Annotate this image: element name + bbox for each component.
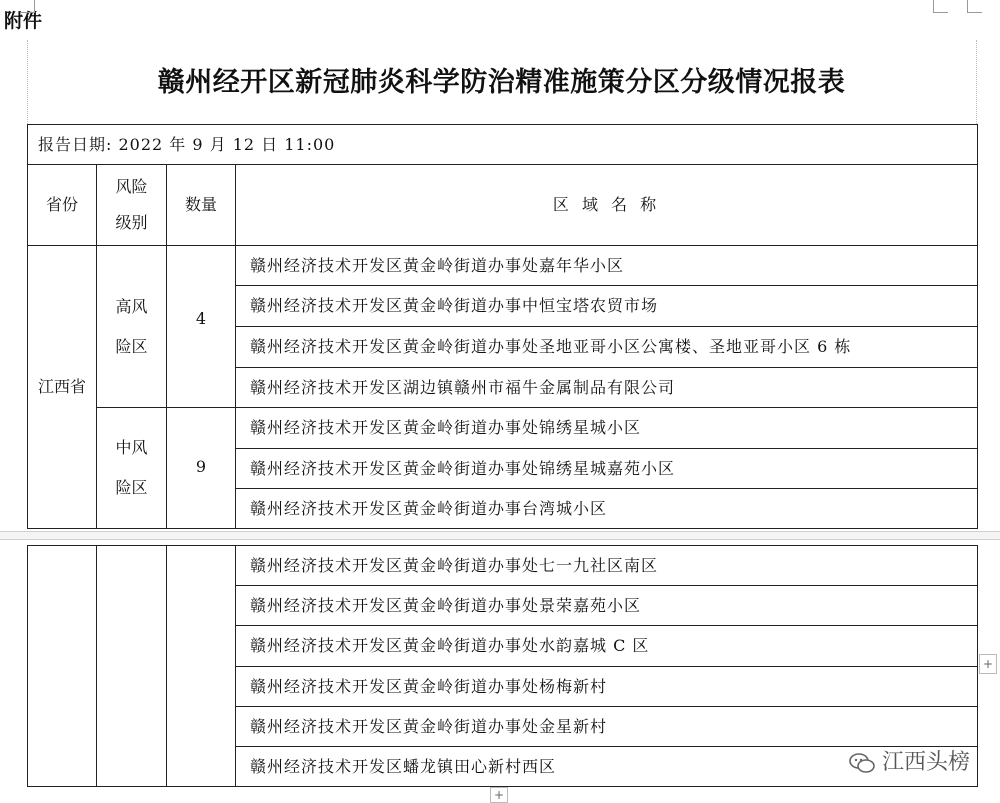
report-date: 报告日期: 2022 年 9 月 12 日 11:00 (28, 125, 978, 165)
header-count: 数量 (167, 165, 236, 246)
header-risk-level-line2: 级别 (115, 213, 148, 232)
page-break (0, 532, 1000, 539)
area-name: 赣州经济技术开发区黄金岭街道办事中恒宝塔农贸市场 (236, 286, 978, 327)
page-margin-guide (976, 40, 977, 124)
attachment-label: 附件 (4, 10, 43, 32)
province-cell: 江西省 (28, 246, 97, 529)
page-corner-mark (20, 0, 35, 13)
area-name: 赣州经济技术开发区黄金岭街道办事处锦绣星城嘉苑小区 (236, 449, 978, 489)
risk-area-table-continued (27, 545, 978, 787)
risk-level-medium-line1: 中风 (115, 438, 148, 457)
risk-level-medium (97, 408, 167, 529)
page-corner-mark (933, 0, 948, 13)
area-name: 赣州经济技术开发区黄金岭街道办事处圣地亚哥小区公寓楼、圣地亚哥小区 6 栋 (236, 327, 978, 368)
area-name: 赣州经济技术开发区黄金岭街道办事处嘉年华小区 (236, 246, 978, 286)
risk-level-high-line2: 险区 (115, 336, 148, 356)
count-high: 4 (167, 246, 236, 408)
risk-level-medium-line2: 险区 (115, 478, 148, 497)
add-row-button[interactable]: + (490, 787, 508, 803)
page-break-line (0, 531, 1000, 532)
area-name: 赣州经济技术开发区黄金岭街道办事处金星新村 (236, 707, 978, 747)
document-title: 赣州经开区新冠肺炎科学防治精准施策分区分级情况报表 (157, 67, 846, 98)
count-medium: 9 (167, 408, 236, 529)
title-area (27, 40, 976, 124)
area-name: 赣州经济技术开发区黄金岭街道办事台湾城小区 (236, 489, 978, 529)
header-risk-level (97, 165, 167, 246)
page-break-line (0, 539, 1000, 540)
province-cell-continued (28, 546, 97, 787)
area-name: 赣州经济技术开发区黄金岭街道办事处锦绣星城小区 (236, 408, 978, 449)
risk-area-table (27, 124, 978, 529)
area-name: 赣州经济技术开发区蟠龙镇田心新村西区 (236, 747, 978, 787)
risk-level-high-line1: 高风 (115, 296, 148, 316)
count-cell-continued (167, 546, 236, 787)
area-name: 赣州经济技术开发区黄金岭街道办事处七一九社区南区 (236, 546, 978, 586)
header-risk-level-line1: 风险 (115, 177, 148, 196)
page-corner-mark (967, 0, 982, 13)
watermark-text: 江西头榜 (881, 750, 970, 775)
risk-level-cell-continued (97, 546, 167, 787)
area-name: 赣州经济技术开发区黄金岭街道办事处水韵嘉城 C 区 (236, 626, 978, 667)
header-province: 省份 (28, 165, 97, 246)
add-column-button[interactable]: + (979, 654, 997, 674)
watermark (848, 745, 970, 776)
wechat-icon (848, 752, 876, 774)
area-name: 赣州经济技术开发区黄金岭街道办事处景荣嘉苑小区 (236, 586, 978, 626)
header-area-name: 区 域 名 称 (236, 165, 978, 246)
risk-level-high (97, 246, 167, 408)
area-name: 赣州经济技术开发区湖边镇赣州市福牛金属制品有限公司 (236, 368, 978, 408)
area-name: 赣州经济技术开发区黄金岭街道办事处杨梅新村 (236, 667, 978, 707)
